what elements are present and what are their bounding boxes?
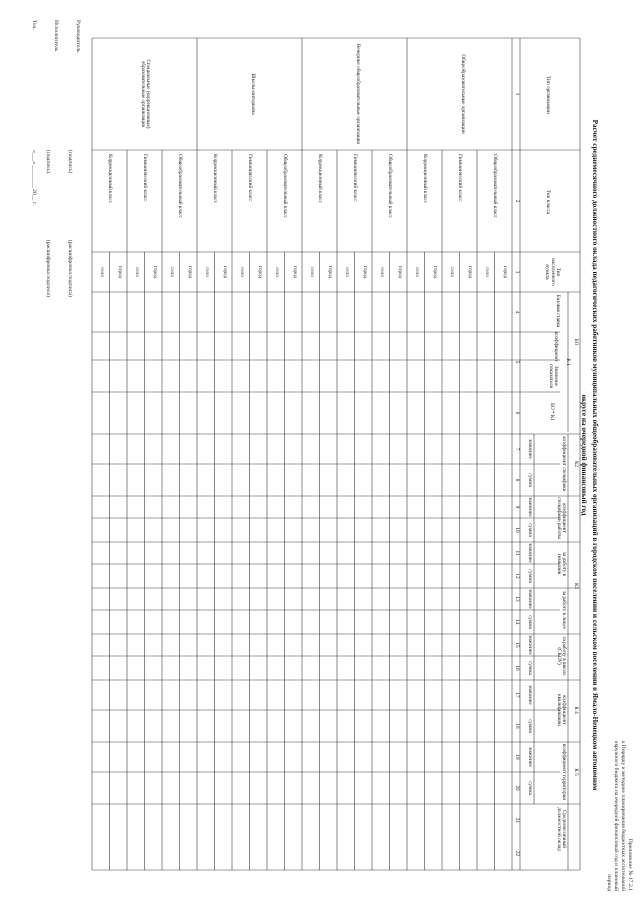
class-type-cell: Общеобразовательный класс <box>177 154 184 218</box>
footer-head-decode: (расшифровка подписи) <box>67 240 73 298</box>
class-type-cell: Гимназический класс <box>142 154 149 202</box>
header-class-type: Тип класса <box>545 189 551 215</box>
header-k3d: за работу в школе (СКОУ) <box>555 636 567 676</box>
column-number: 5 <box>514 360 520 364</box>
header-k3c: за работу в лицее <box>561 590 567 630</box>
header-k3b: за работу в гимназии <box>555 551 567 577</box>
settlement-cell: город <box>292 265 298 279</box>
subheader-sum: сумма <box>527 615 533 629</box>
page-title-line-2: округе на очередной финансовый год <box>580 394 588 516</box>
column-number: 1 <box>514 92 520 96</box>
appendix-line-1: Приложение № 17.2.1 <box>627 838 633 891</box>
settlement-cell: город <box>502 265 508 279</box>
subheader-value: значение <box>527 439 533 459</box>
column-number: 2 <box>514 199 520 203</box>
settlement-cell: село <box>309 267 316 277</box>
appendix-line-3: окружного бюджета на очередной финансовый год и плановый <box>613 740 619 891</box>
header-base-rate: Базовая ставка <box>555 294 561 328</box>
subheader-sum: сумма <box>527 781 533 795</box>
footer-exec-decode: (расшифровка подписи) <box>45 240 51 298</box>
column-number: 4 <box>514 310 520 314</box>
settlement-cell: город <box>187 265 193 279</box>
subheader-value: значение <box>527 747 533 767</box>
appendix-line-4: период <box>606 874 612 891</box>
header-k4: К 4 <box>573 706 579 714</box>
column-number: 21 <box>514 817 520 824</box>
column-number: 8 <box>514 478 520 482</box>
page-title-line-1: Расчет среднемесячного должностного оклада педагогических работников муниципальных общеобразовательных организаций в городском поселении и сельском поселении в Ямало-Ненецком автономном <box>591 119 599 791</box>
column-number: 16 <box>514 665 520 671</box>
header-k3: К3 <box>573 582 579 590</box>
settlement-cell: село <box>414 267 421 277</box>
settlement-cell: город <box>257 265 263 279</box>
footer-tel-label: Тел. <box>31 20 37 30</box>
column-number: 6 <box>514 411 520 415</box>
class-type-cell: Общеобразовательный класс <box>282 154 289 218</box>
settlement-cell: город <box>467 265 473 279</box>
column-number: 15 <box>514 642 520 648</box>
settlement-cell: город <box>117 265 123 279</box>
column-number: 20 <box>514 785 520 791</box>
header-k2: К2 <box>573 460 579 468</box>
header-k3a: коэффициент специфики работы <box>555 497 567 539</box>
settlement-cell: город <box>397 265 403 279</box>
settlement-cell: село <box>344 267 351 277</box>
header-k2-desc: коэффициент специфики <box>561 436 567 492</box>
header-org-type: Тип организации <box>545 76 551 114</box>
subheader-sum: сумма <box>527 719 533 733</box>
column-number: 10 <box>514 527 520 533</box>
class-type-cell: Коррекционный класс <box>212 154 219 204</box>
class-type-cell: Общеобразовательный класс <box>387 154 394 218</box>
footer-exec-label: Исполнитель <box>53 20 59 52</box>
subheader-sum: сумма <box>527 473 533 487</box>
header-average-salary: Среднемесячный должностной оклад <box>555 807 567 851</box>
settlement-cell: город <box>432 265 438 279</box>
appendix-line-2: к Порядку и методике планирования бюджетных ассигнований <box>620 740 626 891</box>
header-bo-k1: БО * К1 <box>549 403 555 421</box>
settlement-cell: село <box>239 267 246 277</box>
class-type-cell: Общеобразовательный класс <box>492 154 499 218</box>
header-k5: К 5 <box>573 768 579 776</box>
settlement-cell: город <box>362 265 368 279</box>
class-type-cell: Коррекционный класс <box>422 154 429 204</box>
header-bo: БО <box>573 338 579 346</box>
column-number: 19 <box>514 754 520 760</box>
settlement-cell: село <box>204 267 211 277</box>
settlement-cell: село <box>134 267 141 277</box>
class-type-cell: Гимназический класс <box>352 154 359 202</box>
footer-head-sign: (подпись) <box>67 150 73 174</box>
column-number: 13 <box>514 596 520 602</box>
column-number: 3 <box>514 270 520 274</box>
org-type-cell: Общеобразовательные организации <box>460 54 467 134</box>
settlement-cell: село <box>379 267 386 277</box>
header-k1-coef: коэффициент <box>553 332 559 362</box>
footer-exec-sign: (подпись) <box>45 150 51 174</box>
org-type-cell: Вечерние общеобразовательные организации <box>355 43 362 145</box>
column-number: 18 <box>514 723 520 729</box>
header-k1-full: Значение показателя <box>547 364 559 388</box>
column-number: 17 <box>514 692 520 698</box>
subheader-value: значение <box>527 635 533 655</box>
header-settlement: Тип населенного пункта <box>544 258 561 286</box>
settlement-cell: село <box>169 267 176 277</box>
subheader-sum: сумма <box>527 569 533 583</box>
class-type-cell: Гимназический класс <box>457 154 464 202</box>
column-number: 7 <box>514 447 520 451</box>
subheader-value: значение <box>527 497 533 517</box>
org-type-cell: Специальные (коррекционные) образовательные организации <box>140 59 152 129</box>
settlement-cell: город <box>327 265 333 279</box>
column-number: 14 <box>514 619 520 625</box>
subheader-sum: сумма <box>527 661 533 675</box>
footer-head-label: Руководитель <box>75 20 81 53</box>
settlement-cell: село <box>99 267 106 277</box>
subheader-sum: сумма <box>527 523 533 537</box>
header-k4-desc: коэффициент квалификации <box>555 694 567 726</box>
subheader-value: значение <box>527 543 533 563</box>
footer-date: «___» ________ 20__ г. <box>31 150 37 205</box>
subheader-value: значение <box>527 589 533 609</box>
header-k5-desc: коэффициент территории <box>561 743 567 801</box>
settlement-cell: город <box>152 265 158 279</box>
settlement-cell: село <box>484 267 491 277</box>
org-type-cell: Школы-интернаты <box>250 73 257 115</box>
column-number: 12 <box>514 573 520 579</box>
column-number: 9 <box>514 505 520 509</box>
subheader-value: значение <box>527 685 533 705</box>
column-number: 22 <box>514 850 520 857</box>
header-k1: К 1 <box>565 358 571 366</box>
settlement-cell: село <box>274 267 281 277</box>
class-type-cell: Коррекционный класс <box>107 154 114 204</box>
class-type-cell: Коррекционный класс <box>317 154 324 204</box>
settlement-cell: город <box>222 265 228 279</box>
class-type-cell: Гимназический класс <box>247 154 254 202</box>
column-number: 11 <box>514 550 520 556</box>
settlement-cell: село <box>449 267 456 277</box>
